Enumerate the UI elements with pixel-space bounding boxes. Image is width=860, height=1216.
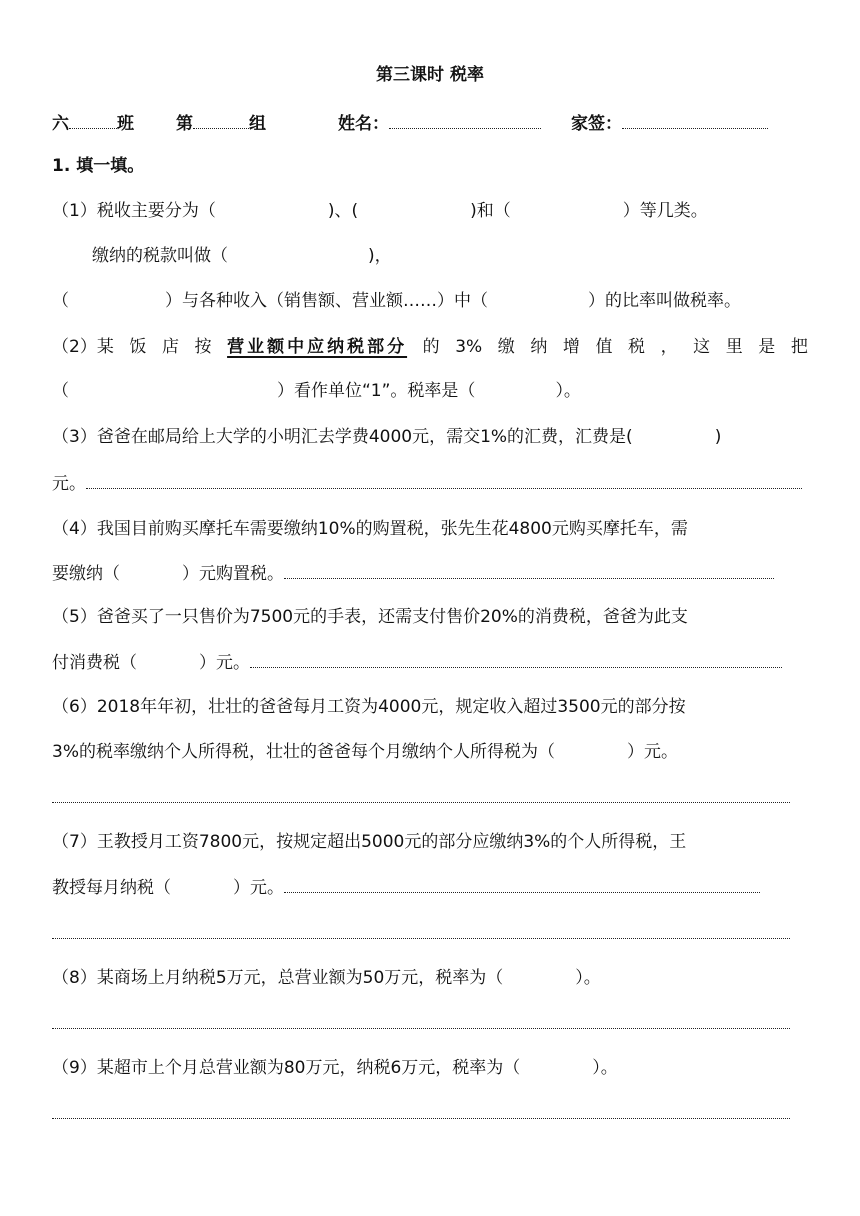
question-1-line-2: 缴纳的税款叫做（ )， <box>92 246 392 266</box>
question-9-line-1: （9）某超市上个月总营业额为80万元，纳税6万元，税率为（ ）。 <box>52 1058 618 1078</box>
work-line[interactable] <box>284 876 760 893</box>
question-6-line-1: （6）2018年年初，壮壮的爸爸每月工资为4000元，规定收入超过3500元的部分按 <box>52 697 686 717</box>
work-line[interactable] <box>52 1028 790 1029</box>
question-8-line-1: （8）某商场上月纳税5万元，总营业额为50万元，税率为（ ）。 <box>52 968 601 988</box>
question-7-line-2: 教授每月纳税（ ）元。 <box>52 876 812 899</box>
work-line[interactable] <box>52 938 790 939</box>
question-4-line-1: （4）我国目前购买摩托车需要缴纳10%的购置税，张先生花4800元购买摩托车，需 <box>52 519 688 539</box>
section-title: 1. 填一填。 <box>52 156 145 176</box>
question-1-line-1: （1）税收主要分为（ )、( )和（ ）等几类。 <box>52 201 708 221</box>
underlined-phrase: 营业额中应纳税部分 <box>227 337 408 357</box>
question-6-line-2: 3%的税率缴纳个人所得税，壮壮的爸爸每个月缴纳个人所得税为（ ）元。 <box>52 742 678 762</box>
question-2-line-1: （2）某 饭 店 按 营业额中应纳税部分 的 3% 缴 纳 增 值 税 ， 这 里 是 把 <box>52 337 808 357</box>
page-title: 第三课时 税率 <box>376 65 484 85</box>
question-5-line-1: （5）爸爸买了一只售价为7500元的手表，还需支付售价20%的消费税，爸爸为此支 <box>52 607 688 627</box>
class-prefix: 六 <box>52 114 69 134</box>
work-line[interactable] <box>86 472 802 489</box>
parent-sign-blank[interactable] <box>622 112 768 129</box>
group-prefix: 第 <box>176 114 193 134</box>
parent-sign-label: 家签： <box>571 114 622 134</box>
question-2-line-2: （ ）看作单位“1”。税率是（ ）。 <box>52 381 581 401</box>
group-blank[interactable] <box>193 112 249 129</box>
name-label: 姓名： <box>338 114 389 134</box>
class-blank[interactable] <box>69 112 117 129</box>
question-1-line-3: （ ）与各种收入（销售额、营业额……）中（ ）的比率叫做税率。 <box>52 291 741 311</box>
name-blank[interactable] <box>389 112 541 129</box>
work-line[interactable] <box>284 562 774 579</box>
student-info-row <box>52 112 812 135</box>
question-5-line-2: 付消费税（ ）元。 <box>52 651 812 674</box>
group-label: 组 <box>249 114 266 134</box>
class-label: 班 <box>117 114 134 134</box>
work-line[interactable] <box>52 802 790 803</box>
question-3-line-1: （3）爸爸在邮局给上大学的小明汇去学费4000元，需交1%的汇费，汇费是( ) <box>52 427 722 447</box>
question-4-line-2: 要缴纳（ ）元购置税。 <box>52 562 812 585</box>
question-3-line-2: 元。 <box>52 472 812 495</box>
question-7-line-1: （7）王教授月工资7800元，按规定超出5000元的部分应缴纳3%的个人所得税，王 <box>52 832 687 852</box>
work-line[interactable] <box>52 1118 790 1119</box>
work-line[interactable] <box>250 651 782 668</box>
